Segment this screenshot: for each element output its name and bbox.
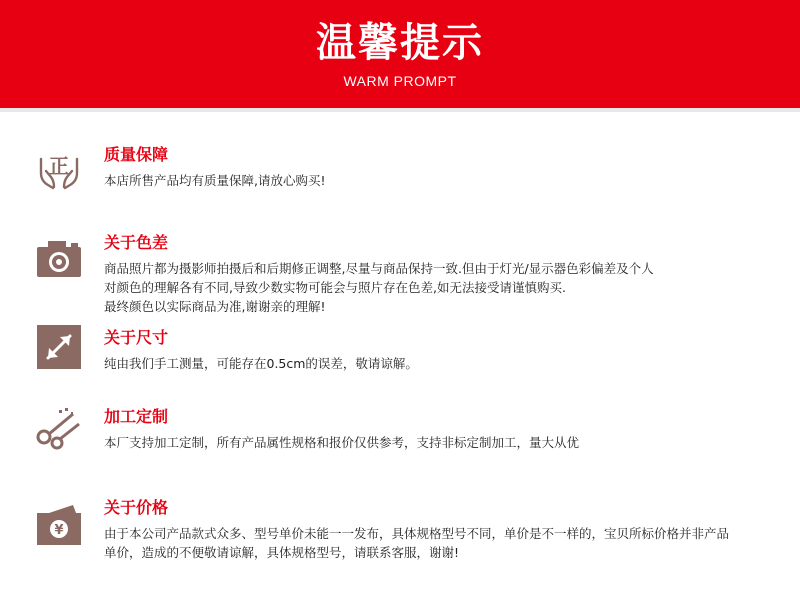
yen-wallet-icon [34,500,84,550]
text-line: 对颜色的理解各有不同,导致少数实物可能会与照片存在色差,如无法接受请谨慎购买. [104,280,566,295]
page-title: 温馨提示 [316,20,484,66]
text-line: 纯由我们手工测量，可能存在0.5cm的误差，敬请谅解。 [104,356,418,371]
text-line: 单价，造成的不便敬请谅解，具体规格型号，请联系客服，谢谢! [104,545,460,560]
header-banner [0,0,800,112]
section-custom-body [104,433,784,452]
section-size-body [104,354,784,373]
section-price-title: 关于价格 [104,498,169,517]
text-line: 本厂支持加工定制，所有产品属性规格和报价仅供参考，支持非标定制加工，量大从优 [104,435,580,450]
scissors-icon [34,403,84,453]
svg-text:正: 正 [49,154,69,178]
svg-text:¥: ¥ [54,523,64,538]
section-quality-title: 质量保障 [104,145,169,164]
text-line: 本店所售产品均有质量保障,请放心购买! [104,173,326,188]
section-size-title: 关于尺寸 [104,328,169,347]
section-quality-body [104,171,784,190]
text-line: 最终颜色以实际商品为准,谢谢亲的理解! [104,299,326,314]
section-color-body [104,259,784,316]
section-color-title: 关于色差 [104,233,169,252]
resize-arrow-icon [34,322,84,372]
section-price-body [104,524,784,562]
text-line: 由于本公司产品款式众多、型号单价未能一一发布，具体规格型号不同，单价是不一样的，宝贝所标价格并非产品 [104,526,730,541]
hands-zheng-icon [34,143,84,193]
section-custom-title: 加工定制 [104,407,169,426]
text-line: 商品照片都为摄影师拍摄后和后期修正调整,尽量与商品保持一致.但由于灯光/显示器色彩偏差及个人 [104,261,654,276]
page-subtitle: WARM PROMPT [343,73,457,89]
camera-icon [34,233,84,283]
